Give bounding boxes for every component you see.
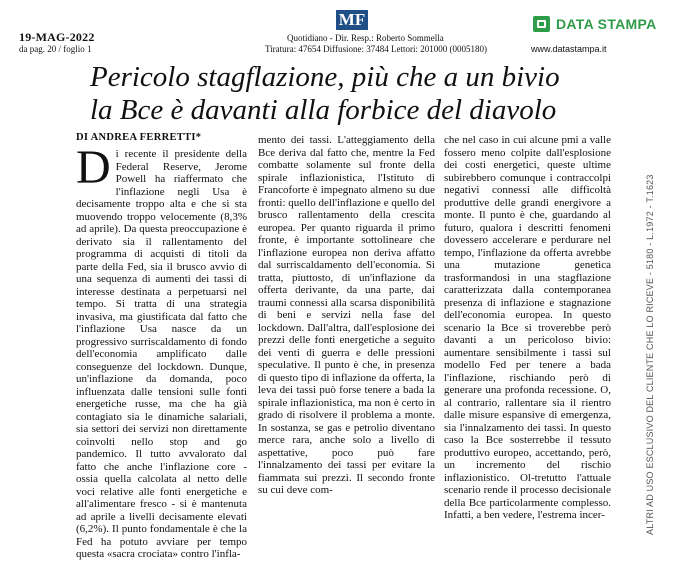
column-2-text: mento dei tassi. L'atteggiamento della Bce deriva dal fatto che, mentre la Fed combatte solamente sul fronte della spirale inflazionistica, l'Istituto di Francoforte è impegnato almeno su due fronti: quello dell'inflazione e quello del brusco rallentamento della crescita europea. Per quanto riguarda il primo fronte, è importante sottolineare che l'inflazione europea non deriva affatto dal surriscaldamento dell'economia. Si tratta, piuttosto, di un'inflazione da offerta derivante, da una parte, dai traumi connessi alla scarsa disponibilità di beni e servizi nella fase del lockdown. Dall'altra, dall'esplosione dei prezzi delle fonti energetiche a seguito dei venti di guerra e delle pressioni speculative. Il punto è che, in presenza di questo tipo di inflazione da offerta, la leva dei tassi può forse tenere a bada la spirale inflazionistica, ma non è certo in grado di risolvere il problema a monte. In sostanza, se gas e petrolio diventano merce rara, anche solo a livello di aspettative, poco può fare l'innalzamento dei tassi per evitare la fiammata sui prezzi. Il secondo fronte su cui deve com-: [258, 134, 436, 496]
side-copyright-strip: [645, 115, 659, 543]
headline-line-1: Pericolo stagflazione, più che a un bivio: [90, 61, 560, 93]
mf-logo: MF: [336, 10, 368, 30]
publication-stats: Tiratura: 47654 Diffusione: 37484 Lettori: 201000 (0005180): [265, 44, 487, 54]
data-stampa-brand: DATA STAMPA: [556, 16, 657, 33]
article-column-2: [258, 134, 435, 543]
data-stampa-logo: [533, 15, 657, 33]
side-copyright-text: ALTRI AD USO ESCLUSIVO DEL CLIENTE CHE LO RICEVE - 5180 - L.1972 - T.1623: [645, 174, 655, 535]
column-3-text: che nel caso in cui alcune pmi a valle fossero meno colpite dall'esplosione dei costi energetici, queste ultime subirebbero comunque i contraccolpi negativi connessi alle difficoltà produttive delle grandi energivore a monte. Il punto è che, guardando al futuro, qualora i descritti fenomeni dovessero accelerare e perdurare nel tempo, l'inflazione da offerta avrebbe una mutazione genetica trasformandosi in una stagflazione caratterizzata dalla contemporanea presenza di inflazione e stagnazione dell'economia europea. In questo scenario la Bce si troverebbe però davanti a un pericoloso bivio: aumentare sensibilmente i tassi sul modello Fed per tenere a bada l'inflazione, rischiando però di generare una profonda recessione. O, al contrario, rallentare sia il rientro dalle misure espansive di emergenza, sia l'innalzamento dei tassi. In questo caso la Bce sosterrebbe il tessuto produttivo europeo, accettando, però, un incremento del rischio inflazionistico. Ol-tretutto l'attuale scenario rende il processo decisionale della Bce particolarmente complesso. Infatti, a ben vedere, l'estrema incer-: [444, 134, 611, 521]
article-column-1: [76, 141, 247, 560]
column-1-text: i recente il presidente della Federal Reserve, Jerome Powell ha riaffermato che l'inflazione negli Usa è decisamente troppo alta e che si sta muovendo troppo velocemente (8,3% ad aprile). Da questa preoccupazione è derivato sia il rallentamento del programma di acquisti di titoli da parte della Fed, sia il brusco avvio di una sequenza di aumenti dei tassi di interesse destinata a perpetuarsi nel tempo. Si tratta di una strategia invasiva, ma giustificata dal fatto che l'inflazione Usa nasce da un progressivo surriscaldamento di fondo dell'economia amplificato dalle conseguenze del lockdown. Dunque, un'inflazione da domanda, poco influenzata dalle tensioni sulle fonti energetiche russe, ma che ha già contagiato sia le dinamiche salariali, sia settori dei servizi non direttamente coinvolti nello stop and go pandemico. Il tutto avvalorato dal fatto che anche l'inflazione core - ossia quella calcolata al netto delle voci relative alle fonti energetiche e all'alimentare fresco - si è mantenuta ad aprile a livelli decisamente elevati (6,2%). Il punto fondamentale è che la Fed ha potuto avviare per tempo questa «sacra crociata» contro l'infla-: [76, 148, 247, 560]
byline: DI ANDREA FERRETTI*: [76, 132, 202, 143]
drop-cap: D: [76, 141, 111, 194]
data-stampa-icon: [533, 16, 550, 32]
headline-line-2: la Bce è davanti alla forbice del diavolo: [90, 94, 557, 126]
page-info: da pag. 20 / foglio 1: [19, 44, 92, 54]
issue-date: 19-MAG-2022: [19, 30, 95, 44]
article-column-3: [444, 134, 611, 543]
publication-director: Quotidiano - Dir. Resp.: Roberto Sommella: [287, 33, 444, 43]
website-link[interactable]: www.datastampa.it: [531, 44, 607, 54]
